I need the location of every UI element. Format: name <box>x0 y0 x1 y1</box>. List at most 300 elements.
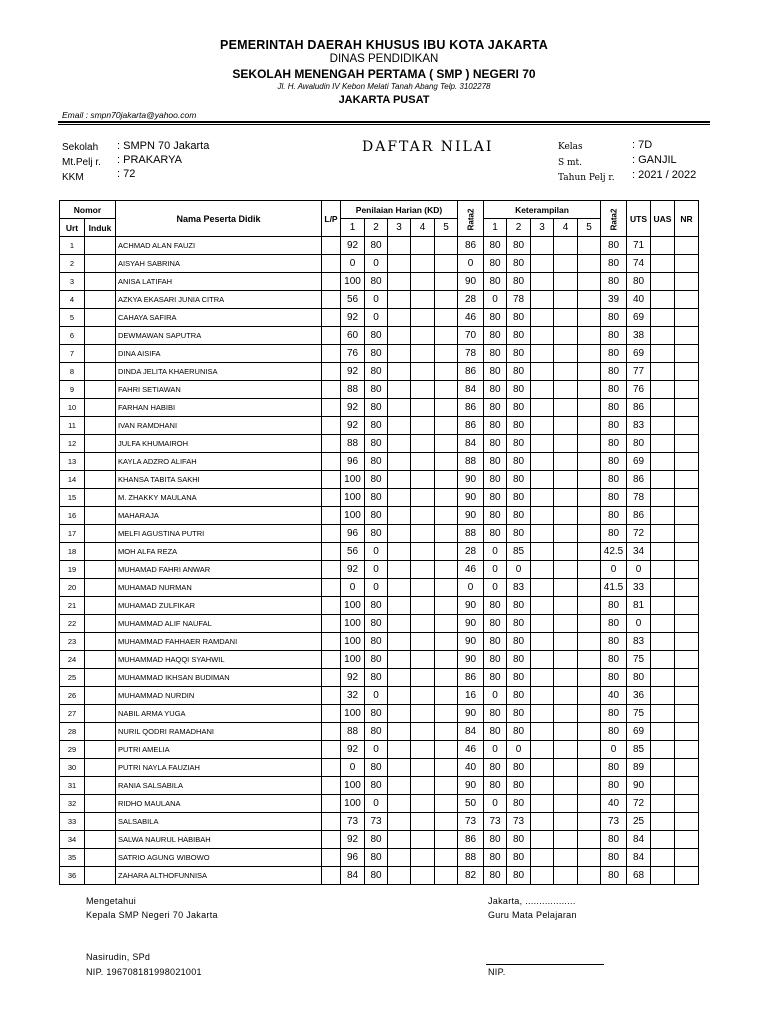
cell-ph-kd-3 <box>388 831 411 849</box>
cell-ph-kd-3 <box>388 291 411 309</box>
cell-ph-kd-3 <box>388 633 411 651</box>
cell-ket-kd-4 <box>554 669 578 687</box>
cell-nr <box>675 561 699 579</box>
cell-ket-kd-5 <box>578 543 601 561</box>
cell-ket-kd-3 <box>531 705 554 723</box>
cell-ket-kd-5 <box>578 777 601 795</box>
cell-uas <box>651 309 675 327</box>
cell-student-name: AISYAH SABRINA <box>116 255 322 273</box>
cell-uts: 40 <box>627 291 651 309</box>
cell-ph-kd-2: 80 <box>365 525 388 543</box>
cell-ket-rata2: 80 <box>601 597 627 615</box>
cell-ket-kd-3 <box>531 435 554 453</box>
cell-ph-kd-5 <box>435 561 458 579</box>
header-uts: UTS <box>627 201 651 237</box>
cell-ket-kd-4 <box>554 453 578 471</box>
cell-uas <box>651 255 675 273</box>
cell-ph-rata2: 86 <box>458 363 484 381</box>
cell-ket-kd-3 <box>531 651 554 669</box>
cell-uts: 74 <box>627 255 651 273</box>
cell-ph-kd-1: 100 <box>341 471 365 489</box>
cell-ph-kd-3 <box>388 327 411 345</box>
cell-student-name: MUHAMAD FAHRI ANWAR <box>116 561 322 579</box>
cell-uas <box>651 633 675 651</box>
cell-ket-kd-2: 80 <box>507 633 531 651</box>
cell-ph-kd-2: 0 <box>365 543 388 561</box>
header-address: Jl. H. Awaludin IV Kebon Melati Tanah Abang Telp. 3102278 <box>277 82 491 91</box>
cell-ph-kd-5 <box>435 489 458 507</box>
cell-ph-kd-2: 80 <box>365 723 388 741</box>
cell-lp <box>322 579 341 597</box>
cell-induk <box>85 525 116 543</box>
cell-ph-kd-2: 0 <box>365 687 388 705</box>
cell-ket-kd-4 <box>554 255 578 273</box>
cell-nr <box>675 453 699 471</box>
cell-uts: 85 <box>627 741 651 759</box>
cell-ph-kd-3 <box>388 471 411 489</box>
table-row <box>60 489 699 507</box>
table-row <box>60 561 699 579</box>
cell-ph-rata2: 16 <box>458 687 484 705</box>
cell-uts: 34 <box>627 543 651 561</box>
cell-ket-kd-5 <box>578 651 601 669</box>
cell-ph-kd-2: 80 <box>365 273 388 291</box>
cell-ket-kd-1: 80 <box>484 363 507 381</box>
cell-ph-rata2: 88 <box>458 849 484 867</box>
cell-uas <box>651 327 675 345</box>
cell-ket-kd-3 <box>531 381 554 399</box>
cell-induk <box>85 813 116 831</box>
cell-student-name: M. ZHAKKY MAULANA <box>116 489 322 507</box>
cell-uts: 83 <box>627 633 651 651</box>
cell-induk <box>85 777 116 795</box>
cell-ket-kd-1: 80 <box>484 831 507 849</box>
cell-ket-rata2: 80 <box>601 417 627 435</box>
cell-uas <box>651 381 675 399</box>
cell-ket-kd-5 <box>578 363 601 381</box>
header-ket-kd-1: 1 <box>484 219 507 237</box>
cell-ph-kd-4 <box>411 237 435 255</box>
cell-ket-rata2: 80 <box>601 489 627 507</box>
cell-urt: 26 <box>60 687 85 705</box>
footer-kepala-nip: NIP. 196708181998021001 <box>86 967 202 977</box>
cell-ph-rata2: 78 <box>458 345 484 363</box>
cell-ket-kd-4 <box>554 615 578 633</box>
table-row <box>60 435 699 453</box>
cell-ket-kd-4 <box>554 777 578 795</box>
cell-induk <box>85 417 116 435</box>
cell-ket-kd-4 <box>554 327 578 345</box>
cell-ph-kd-2: 80 <box>365 705 388 723</box>
cell-nr <box>675 723 699 741</box>
cell-student-name: ANISA LATIFAH <box>116 273 322 291</box>
cell-ket-kd-5 <box>578 507 601 525</box>
cell-student-name: MUHAMAD ZULFIKAR <box>116 597 322 615</box>
cell-ket-kd-5 <box>578 561 601 579</box>
cell-ket-kd-1: 0 <box>484 741 507 759</box>
cell-ket-kd-1: 80 <box>484 615 507 633</box>
cell-lp <box>322 759 341 777</box>
cell-lp <box>322 813 341 831</box>
cell-ket-kd-4 <box>554 579 578 597</box>
cell-ph-kd-1: 0 <box>341 255 365 273</box>
cell-urt: 22 <box>60 615 85 633</box>
cell-uas <box>651 399 675 417</box>
table-row <box>60 237 699 255</box>
cell-ph-kd-2: 0 <box>365 741 388 759</box>
cell-ket-kd-4 <box>554 741 578 759</box>
cell-ket-kd-4 <box>554 849 578 867</box>
cell-ph-kd-4 <box>411 759 435 777</box>
cell-ph-kd-3 <box>388 417 411 435</box>
cell-ket-kd-4 <box>554 489 578 507</box>
cell-ket-kd-1: 80 <box>484 633 507 651</box>
header-ket-kd-2: 2 <box>507 219 531 237</box>
cell-ket-kd-1: 80 <box>484 255 507 273</box>
cell-ph-kd-2: 80 <box>365 651 388 669</box>
cell-ph-rata2: 90 <box>458 633 484 651</box>
cell-ket-kd-2: 80 <box>507 309 531 327</box>
cell-ph-kd-2: 80 <box>365 453 388 471</box>
cell-ph-kd-3 <box>388 813 411 831</box>
cell-urt: 18 <box>60 543 85 561</box>
cell-ph-rata2: 28 <box>458 291 484 309</box>
header-nama: Nama Peserta Didik <box>116 201 322 237</box>
cell-urt: 19 <box>60 561 85 579</box>
cell-ket-kd-1: 80 <box>484 471 507 489</box>
header-ph-kd-5: 5 <box>435 219 458 237</box>
table-row <box>60 309 699 327</box>
cell-ph-kd-4 <box>411 615 435 633</box>
cell-nr <box>675 669 699 687</box>
cell-ph-kd-3 <box>388 309 411 327</box>
cell-ph-kd-1: 96 <box>341 849 365 867</box>
cell-ket-kd-2: 80 <box>507 327 531 345</box>
cell-student-name: CAHAYA SAFIRA <box>116 309 322 327</box>
cell-ph-rata2: 90 <box>458 615 484 633</box>
cell-ph-kd-2: 80 <box>365 381 388 399</box>
cell-ket-kd-4 <box>554 759 578 777</box>
cell-ph-rata2: 90 <box>458 597 484 615</box>
cell-student-name: RANIA SALSABILA <box>116 777 322 795</box>
cell-ket-kd-3 <box>531 399 554 417</box>
cell-student-name: SATRIO AGUNG WIBOWO <box>116 849 322 867</box>
cell-ket-kd-2: 73 <box>507 813 531 831</box>
cell-ket-kd-3 <box>531 759 554 777</box>
cell-ph-kd-4 <box>411 309 435 327</box>
cell-ket-kd-2: 80 <box>507 417 531 435</box>
header-ph-kd-1: 1 <box>341 219 365 237</box>
cell-ph-kd-3 <box>388 669 411 687</box>
cell-uas <box>651 795 675 813</box>
cell-ket-kd-1: 80 <box>484 237 507 255</box>
signature-line <box>486 964 604 965</box>
cell-ket-kd-1: 0 <box>484 795 507 813</box>
cell-urt: 29 <box>60 741 85 759</box>
cell-urt: 1 <box>60 237 85 255</box>
cell-ket-rata2: 80 <box>601 381 627 399</box>
cell-ph-kd-2: 80 <box>365 849 388 867</box>
cell-urt: 33 <box>60 813 85 831</box>
cell-induk <box>85 759 116 777</box>
cell-ph-kd-5 <box>435 831 458 849</box>
cell-ket-kd-3 <box>531 777 554 795</box>
cell-uts: 86 <box>627 399 651 417</box>
cell-ket-kd-1: 80 <box>484 507 507 525</box>
cell-induk <box>85 237 116 255</box>
cell-ket-kd-3 <box>531 561 554 579</box>
cell-student-name: MUHAMAD NURMAN <box>116 579 322 597</box>
header-nomor: Nomor <box>60 201 116 219</box>
cell-ket-kd-4 <box>554 705 578 723</box>
cell-ph-kd-5 <box>435 435 458 453</box>
cell-uts: 80 <box>627 669 651 687</box>
cell-induk <box>85 633 116 651</box>
cell-ph-kd-3 <box>388 453 411 471</box>
table-row <box>60 615 699 633</box>
cell-uts: 71 <box>627 237 651 255</box>
cell-ph-kd-5 <box>435 381 458 399</box>
cell-ph-kd-2: 80 <box>365 327 388 345</box>
cell-ph-kd-2: 80 <box>365 777 388 795</box>
cell-ket-kd-2: 0 <box>507 561 531 579</box>
cell-uas <box>651 615 675 633</box>
cell-ket-kd-1: 80 <box>484 723 507 741</box>
cell-uas <box>651 345 675 363</box>
cell-uts: 72 <box>627 525 651 543</box>
cell-ket-kd-1: 80 <box>484 417 507 435</box>
cell-ket-kd-1: 80 <box>484 525 507 543</box>
cell-ph-kd-1: 100 <box>341 705 365 723</box>
cell-lp <box>322 561 341 579</box>
cell-uas <box>651 777 675 795</box>
cell-induk <box>85 687 116 705</box>
cell-lp <box>322 471 341 489</box>
cell-ph-kd-1: 56 <box>341 291 365 309</box>
header-email: Email : smpn70jakarta@yahoo.com <box>62 110 197 120</box>
cell-lp <box>322 309 341 327</box>
cell-ket-kd-4 <box>554 687 578 705</box>
cell-ph-kd-3 <box>388 687 411 705</box>
cell-ph-rata2: 84 <box>458 381 484 399</box>
header-ket-kd-5: 5 <box>578 219 601 237</box>
cell-ph-kd-2: 80 <box>365 471 388 489</box>
cell-ket-kd-2: 80 <box>507 669 531 687</box>
cell-student-name: AZKYA EKASARI JUNIA CITRA <box>116 291 322 309</box>
cell-ph-kd-1: 100 <box>341 777 365 795</box>
cell-nr <box>675 525 699 543</box>
cell-ph-kd-1: 88 <box>341 381 365 399</box>
cell-ph-kd-1: 76 <box>341 345 365 363</box>
cell-ket-kd-3 <box>531 669 554 687</box>
cell-uas <box>651 759 675 777</box>
cell-nr <box>675 543 699 561</box>
cell-ket-kd-2: 80 <box>507 237 531 255</box>
cell-ket-kd-4 <box>554 597 578 615</box>
cell-uas <box>651 867 675 885</box>
cell-ph-kd-4 <box>411 525 435 543</box>
cell-ket-kd-1: 0 <box>484 579 507 597</box>
cell-ket-kd-4 <box>554 345 578 363</box>
cell-ket-kd-2: 80 <box>507 363 531 381</box>
cell-ket-kd-2: 80 <box>507 489 531 507</box>
header-penilaian-harian: Penilaian Harian (KD) <box>341 201 458 219</box>
cell-lp <box>322 291 341 309</box>
cell-urt: 3 <box>60 273 85 291</box>
cell-ph-kd-4 <box>411 633 435 651</box>
header-rata2-ket <box>601 201 627 237</box>
cell-student-name: MUHAMMAD ALIF NAUFAL <box>116 615 322 633</box>
cell-lp <box>322 615 341 633</box>
cell-uas <box>651 849 675 867</box>
cell-ph-kd-4 <box>411 651 435 669</box>
cell-ket-rata2: 80 <box>601 435 627 453</box>
cell-uas <box>651 489 675 507</box>
cell-student-name: ACHMAD ALAN FAUZI <box>116 237 322 255</box>
grades-body <box>60 237 699 885</box>
cell-induk <box>85 597 116 615</box>
cell-lp <box>322 435 341 453</box>
grades-table <box>59 200 699 885</box>
cell-ket-kd-2: 80 <box>507 381 531 399</box>
cell-ket-kd-5 <box>578 867 601 885</box>
cell-ph-rata2: 40 <box>458 759 484 777</box>
cell-ph-kd-4 <box>411 687 435 705</box>
cell-ph-kd-1: 92 <box>341 363 365 381</box>
cell-induk <box>85 705 116 723</box>
cell-ket-kd-4 <box>554 561 578 579</box>
cell-ph-kd-2: 80 <box>365 759 388 777</box>
cell-induk <box>85 435 116 453</box>
cell-ket-kd-3 <box>531 813 554 831</box>
cell-ph-rata2: 46 <box>458 309 484 327</box>
cell-nr <box>675 489 699 507</box>
footer-kepala-title: Kepala SMP Negeri 70 Jakarta <box>86 910 218 920</box>
cell-lp <box>322 633 341 651</box>
cell-ph-rata2: 86 <box>458 831 484 849</box>
cell-lp <box>322 399 341 417</box>
cell-ket-kd-3 <box>531 615 554 633</box>
cell-lp <box>322 651 341 669</box>
cell-ket-rata2: 80 <box>601 849 627 867</box>
info-mapel-value: : PRAKARYA <box>117 154 183 166</box>
cell-ket-kd-4 <box>554 417 578 435</box>
cell-ph-kd-5 <box>435 723 458 741</box>
cell-ph-kd-3 <box>388 525 411 543</box>
cell-ph-rata2: 50 <box>458 795 484 813</box>
cell-induk <box>85 363 116 381</box>
cell-urt: 20 <box>60 579 85 597</box>
header-induk: Induk <box>85 219 116 237</box>
cell-ph-kd-3 <box>388 507 411 525</box>
header-department: DINAS PENDIDIKAN <box>329 53 439 65</box>
cell-ket-kd-4 <box>554 867 578 885</box>
rata2-ket-text: Rata2 <box>608 208 618 230</box>
cell-ph-kd-3 <box>388 741 411 759</box>
cell-nr <box>675 597 699 615</box>
cell-induk <box>85 471 116 489</box>
cell-induk <box>85 723 116 741</box>
cell-ket-kd-5 <box>578 417 601 435</box>
cell-ph-kd-4 <box>411 831 435 849</box>
cell-ket-rata2: 80 <box>601 327 627 345</box>
cell-urt: 10 <box>60 399 85 417</box>
cell-lp <box>322 597 341 615</box>
cell-student-name: PUTRI AMELIA <box>116 741 322 759</box>
cell-ket-kd-5 <box>578 849 601 867</box>
cell-ph-kd-5 <box>435 291 458 309</box>
cell-ph-rata2: 86 <box>458 417 484 435</box>
cell-ph-kd-5 <box>435 813 458 831</box>
header-school: SEKOLAH MENENGAH PERTAMA ( SMP ) NEGERI 70 <box>232 67 536 81</box>
table-row <box>60 579 699 597</box>
cell-uas <box>651 471 675 489</box>
footer-guru-nip: NIP. <box>488 967 506 977</box>
cell-ket-kd-3 <box>531 831 554 849</box>
cell-nr <box>675 471 699 489</box>
cell-induk <box>85 255 116 273</box>
cell-ket-rata2: 80 <box>601 309 627 327</box>
cell-urt: 13 <box>60 453 85 471</box>
cell-ph-kd-4 <box>411 669 435 687</box>
cell-student-name: FAHRI SETIAWAN <box>116 381 322 399</box>
cell-uas <box>651 561 675 579</box>
cell-ph-kd-5 <box>435 453 458 471</box>
cell-ket-kd-3 <box>531 273 554 291</box>
cell-urt: 28 <box>60 723 85 741</box>
cell-ph-kd-3 <box>388 759 411 777</box>
table-row <box>60 651 699 669</box>
cell-urt: 35 <box>60 849 85 867</box>
cell-lp <box>322 831 341 849</box>
cell-ket-rata2: 80 <box>601 759 627 777</box>
table-row <box>60 795 699 813</box>
header-ket-kd-3: 3 <box>531 219 554 237</box>
cell-uts: 69 <box>627 309 651 327</box>
cell-ph-kd-1: 100 <box>341 273 365 291</box>
cell-induk <box>85 543 116 561</box>
cell-student-name: MOH ALFA REZA <box>116 543 322 561</box>
cell-ket-kd-3 <box>531 579 554 597</box>
cell-uts: 0 <box>627 561 651 579</box>
cell-ket-kd-4 <box>554 471 578 489</box>
cell-ph-kd-5 <box>435 687 458 705</box>
cell-ket-kd-5 <box>578 795 601 813</box>
header-government: PEMERINTAH DAERAH KHUSUS IBU KOTA JAKARTA <box>220 38 548 52</box>
cell-ket-kd-2: 80 <box>507 525 531 543</box>
cell-ket-kd-4 <box>554 813 578 831</box>
cell-nr <box>675 741 699 759</box>
cell-ph-kd-5 <box>435 543 458 561</box>
cell-ph-kd-4 <box>411 345 435 363</box>
cell-ket-kd-2: 80 <box>507 759 531 777</box>
cell-ph-kd-1: 92 <box>341 417 365 435</box>
cell-uas <box>651 741 675 759</box>
cell-ket-rata2: 80 <box>601 651 627 669</box>
cell-ph-rata2: 84 <box>458 723 484 741</box>
cell-ket-kd-4 <box>554 237 578 255</box>
cell-nr <box>675 345 699 363</box>
cell-ket-kd-2: 85 <box>507 543 531 561</box>
cell-ph-kd-5 <box>435 417 458 435</box>
cell-uts: 69 <box>627 453 651 471</box>
cell-ket-kd-1: 73 <box>484 813 507 831</box>
cell-ket-kd-5 <box>578 381 601 399</box>
cell-induk <box>85 489 116 507</box>
cell-ket-kd-5 <box>578 669 601 687</box>
cell-ket-kd-5 <box>578 579 601 597</box>
cell-ph-kd-1: 92 <box>341 237 365 255</box>
